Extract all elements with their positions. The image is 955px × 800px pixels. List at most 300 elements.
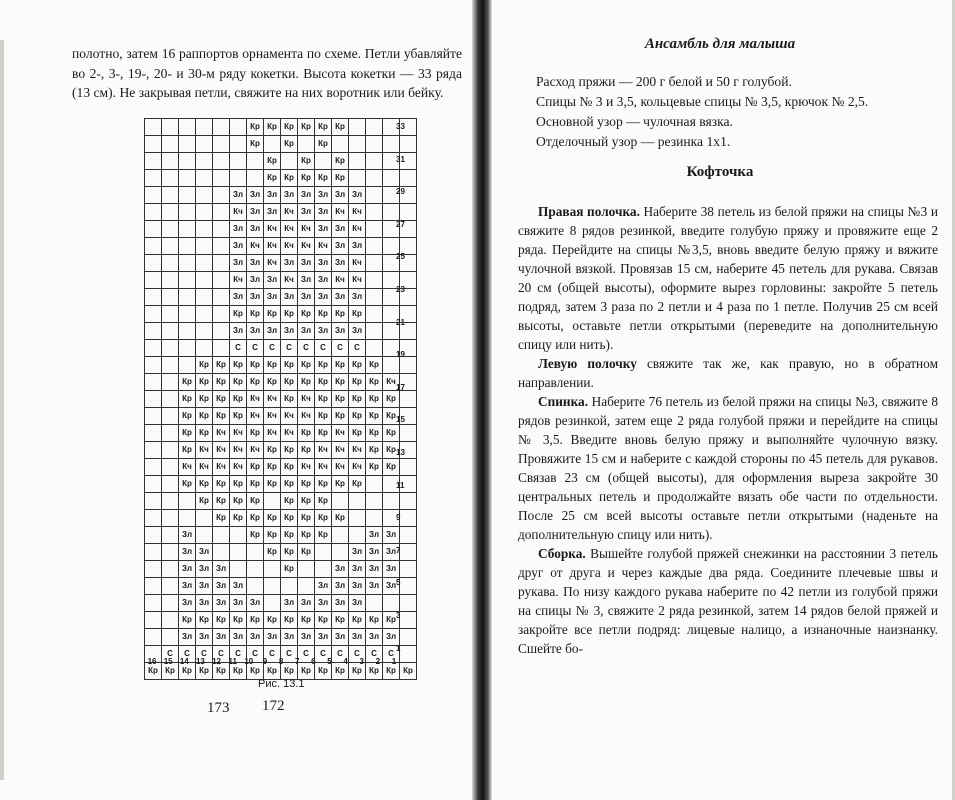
chart-cell [383, 204, 400, 221]
chart-cell: Кр [298, 544, 315, 561]
chart-row [145, 187, 417, 204]
column-number: 11 [228, 657, 237, 666]
row-number: 7 [396, 545, 401, 555]
chart-cell: Кр [332, 510, 349, 527]
chart-cell [247, 561, 264, 578]
chart-cell [145, 357, 162, 374]
chart-cell: Зл [298, 289, 315, 306]
chart-cell: Кр [281, 510, 298, 527]
column-number: 9 [262, 657, 268, 666]
chart-cell [400, 493, 417, 510]
chart-cell [298, 578, 315, 595]
chart-cell: Зл [230, 595, 247, 612]
chart-cell: Зл [247, 595, 264, 612]
row-number: 5 [396, 578, 401, 588]
chart-cell [145, 374, 162, 391]
chart-cell: Зл [315, 204, 332, 221]
column-number: 4 [343, 657, 348, 666]
chart-cell [366, 170, 383, 187]
chart-cell: Кр [230, 612, 247, 629]
chart-row [145, 238, 417, 255]
chart-cell: Кч [230, 425, 247, 442]
chart-cell [179, 119, 196, 136]
chart-row [145, 357, 417, 374]
column-number: 15 [163, 657, 173, 666]
chart-cell: Кч [349, 459, 366, 476]
chart-cell [366, 153, 383, 170]
chart-cell: Кч [247, 238, 264, 255]
chart-cell: Кр [349, 391, 366, 408]
chart-cell: Зл [315, 221, 332, 238]
row-number: 21 [396, 317, 405, 327]
chart-cell: Кр [349, 425, 366, 442]
chart-cell: Кр [383, 425, 400, 442]
chart-cell: Кр [264, 459, 281, 476]
row-number: 9 [396, 513, 401, 523]
chart-cell [213, 204, 230, 221]
chart-cell [213, 238, 230, 255]
chart-cell [145, 527, 162, 544]
chart-cell: Кч [196, 442, 213, 459]
materials-line: Отделочный узор — резинка 1х1. [536, 134, 731, 149]
chart-cell: Кч [213, 425, 230, 442]
chart-cell [162, 578, 179, 595]
chart-cell [162, 221, 179, 238]
chart-cell: Зл [366, 561, 383, 578]
chart-cell [366, 255, 383, 272]
chart-cell [196, 136, 213, 153]
chart-cell [213, 340, 230, 357]
chart-cell [145, 272, 162, 289]
chart-cell [179, 204, 196, 221]
chart-cell: Кр [179, 391, 196, 408]
chart-cell: Кр [213, 408, 230, 425]
chart-cell: Кр [366, 374, 383, 391]
chart-cell [332, 544, 349, 561]
chart-cell [196, 187, 213, 204]
chart-cell [213, 255, 230, 272]
chart-cell [196, 204, 213, 221]
chart-row [145, 170, 417, 187]
chart-cell [264, 561, 281, 578]
chart-cell: Кр [281, 306, 298, 323]
chart-cell: Зл [349, 595, 366, 612]
row-number: 25 [396, 252, 405, 262]
chart-cell [281, 578, 298, 595]
chart-cell [179, 306, 196, 323]
chart-cell [145, 459, 162, 476]
chart-cell: Зл [383, 527, 400, 544]
chart-cell: Зл [264, 272, 281, 289]
row-number: 31 [396, 154, 405, 164]
chart-cell: Зл [213, 578, 230, 595]
chart-cell: Кч [383, 374, 400, 391]
chart-cell: Кч [264, 425, 281, 442]
chart-cell [162, 561, 179, 578]
chart-cell: Зл [196, 561, 213, 578]
chart-cell: Кч [230, 204, 247, 221]
chart-cell: Зл [281, 595, 298, 612]
chart-cell [179, 187, 196, 204]
row-number: 27 [396, 219, 405, 229]
chart-cell [162, 510, 179, 527]
row-number: 15 [396, 415, 405, 425]
chart-cell [145, 289, 162, 306]
chart-cell: Кр [349, 357, 366, 374]
chart-cell [400, 561, 417, 578]
chart-cell: Зл [332, 187, 349, 204]
chart-cell: Зл [315, 272, 332, 289]
paragraph-lead: Правая полочка. [538, 204, 640, 219]
chart-cell [264, 595, 281, 612]
column-number: 8 [278, 657, 284, 666]
chart-cell: Зл [213, 629, 230, 646]
chart-cell: С [315, 340, 332, 357]
chart-cell [349, 136, 366, 153]
row-number: 3 [396, 611, 401, 620]
chart-cell [162, 238, 179, 255]
chart-cell: Зл [264, 289, 281, 306]
chart-cell: Зл [315, 255, 332, 272]
chart-cell: Кр [281, 136, 298, 153]
chart-cell [213, 289, 230, 306]
chart-cell: Зл [196, 595, 213, 612]
chart-cell: Кч [281, 238, 298, 255]
chart-cell: С [162, 646, 179, 663]
chart-cell: Зл [247, 221, 264, 238]
chart-cell: С [230, 646, 247, 663]
chart-cell [145, 255, 162, 272]
chart-cell: Кр [213, 357, 230, 374]
chart-cell: Зл [315, 323, 332, 340]
chart-row [145, 374, 417, 391]
chart-cell: Кр [315, 476, 332, 493]
chart-cell [162, 442, 179, 459]
chart-cell: Кр [264, 374, 281, 391]
chart-cell: С [247, 646, 264, 663]
chart-row [145, 510, 417, 527]
chart-row [145, 629, 417, 646]
row-number: 29 [396, 187, 405, 197]
chart-cell: Кр [315, 170, 332, 187]
chart-cell: Зл [315, 629, 332, 646]
chart-cell [162, 323, 179, 340]
chart-cell: Кр [264, 663, 281, 680]
chart-cell [247, 544, 264, 561]
chart-cell: Кр [366, 459, 383, 476]
chart-cell: Зл [230, 323, 247, 340]
chart-cell [383, 493, 400, 510]
chart-cell: Кр [281, 544, 298, 561]
chart-cell: С [247, 340, 264, 357]
chart-cell: Кр [298, 527, 315, 544]
chart-cell [145, 204, 162, 221]
chart-cell: С [281, 646, 298, 663]
chart-cell: Кр [315, 391, 332, 408]
chart-cell [162, 527, 179, 544]
chart-cell [162, 408, 179, 425]
materials-list [536, 72, 926, 152]
chart-cell [145, 306, 162, 323]
chart-cell: Кр [281, 527, 298, 544]
chart-cell: Кр [264, 119, 281, 136]
chart-cell: Зл [315, 595, 332, 612]
column-number: 5 [327, 657, 332, 666]
chart-cell [196, 323, 213, 340]
chart-cell: Зл [213, 561, 230, 578]
chart-cell [366, 306, 383, 323]
chart-cell: Кч [230, 459, 247, 476]
chart-cell [196, 153, 213, 170]
chart-cell: Зл [366, 578, 383, 595]
chart-cell [349, 153, 366, 170]
chart-cell: Кр [281, 476, 298, 493]
paragraph-text: Наберите 38 петель из белой пряжи на спицы №3 и свяжите 8 рядов резинкой, введите голубую пряжу и провяжите еще 2 ряда. Перейдите на спицы №3,5, вновь введите белую пряжу и вяжите чулочной вязкой. Провязав 15 см, наберите 45 петель для рукава. Связав 20 см (общей высоты), оформите вырез горловины: закройте 5 петель подряд, затем 3 раза по 2 петли и 4 раза по 1 петле. Получив 25 см всей высоты, оставьте петли открытыми (переведите на дополнительную спицу или нить). [518, 204, 938, 352]
chart-cell: Кч [213, 459, 230, 476]
chart-cell: Зл [213, 595, 230, 612]
chart-cell [349, 170, 366, 187]
chart-cell [400, 612, 417, 629]
chart-cell: Кч [349, 442, 366, 459]
chart-cell: Кч [332, 459, 349, 476]
chart-cell: Зл [315, 289, 332, 306]
chart-cell: Кр [298, 442, 315, 459]
chart-cell: Кр [281, 493, 298, 510]
chart-cell [196, 238, 213, 255]
chart-cell [264, 136, 281, 153]
row-number: 1 [396, 643, 401, 653]
chart-cell [332, 527, 349, 544]
page-number-left: 172 [262, 698, 285, 714]
chart-cell: Кр [179, 408, 196, 425]
chart-cell: С [332, 646, 349, 663]
column-number: 10 [244, 657, 254, 666]
chart-cell: Кр [332, 391, 349, 408]
chart-cell [179, 493, 196, 510]
chart-row [145, 323, 417, 340]
row-number: 23 [396, 285, 405, 294]
chart-cell [196, 340, 213, 357]
chart-cell: Кр [196, 357, 213, 374]
chart-cell [179, 221, 196, 238]
chart-cell [179, 340, 196, 357]
chart-cell [179, 272, 196, 289]
chart-cell [366, 595, 383, 612]
chart-cell [247, 578, 264, 595]
chart-cell: Кр [349, 612, 366, 629]
chart-cell: Зл [281, 323, 298, 340]
chart-cell: Кр [383, 459, 400, 476]
column-number: 12 [212, 657, 222, 666]
chart-cell: Кр [383, 408, 400, 425]
chart-cell [162, 272, 179, 289]
instruction-paragraph [518, 354, 938, 392]
chart-cell [145, 442, 162, 459]
chart-cell: Кч [247, 408, 264, 425]
chart-cell [145, 561, 162, 578]
chart-cell: Зл [298, 204, 315, 221]
chart-cell: Кр [383, 391, 400, 408]
chart-cell [383, 170, 400, 187]
chart-cell: Кр [213, 391, 230, 408]
chart-cell: Кр [247, 510, 264, 527]
chart-cell: Кр [298, 153, 315, 170]
chart-cell: Зл [349, 629, 366, 646]
chart-cell [145, 544, 162, 561]
chart-cell: Зл [230, 255, 247, 272]
chart-cell: Кр [298, 170, 315, 187]
chart-cell [366, 136, 383, 153]
chart-cell [179, 510, 196, 527]
chart-cell: Кр [332, 612, 349, 629]
chart-cell [162, 595, 179, 612]
chart-cell [196, 306, 213, 323]
chart-cell: Зл [349, 238, 366, 255]
chart-cell [315, 544, 332, 561]
chart-cell [162, 187, 179, 204]
chart-cell [196, 289, 213, 306]
chart-cell: С [264, 646, 281, 663]
chart-cell [196, 272, 213, 289]
chart-cell: Кр [196, 663, 213, 680]
chart-cell: Кр [281, 459, 298, 476]
chart-cell: Зл [332, 221, 349, 238]
chart-cell: Кр [298, 612, 315, 629]
paragraph-lead: Левую полочку [538, 356, 637, 371]
chart-cell [281, 153, 298, 170]
chart-cell: Кр [281, 561, 298, 578]
chart-cell: Зл [366, 527, 383, 544]
chart-cell: Кр [196, 374, 213, 391]
chart-cell: Кр [298, 306, 315, 323]
chart-cell [162, 357, 179, 374]
chart-cell [179, 323, 196, 340]
chart-cell: Кр [349, 476, 366, 493]
chart-cell [162, 544, 179, 561]
chart-cell: Зл [247, 629, 264, 646]
chart-cell: Кр [230, 493, 247, 510]
chart-cell [230, 153, 247, 170]
chart-cell: Зл [230, 238, 247, 255]
chart-cell [400, 459, 417, 476]
chart-cell [145, 187, 162, 204]
column-number: 14 [179, 657, 189, 666]
chart-cell [349, 510, 366, 527]
chart-row [145, 459, 417, 476]
chart-cell [162, 306, 179, 323]
chart-cell [162, 374, 179, 391]
chart-cell [383, 595, 400, 612]
chart-cell: Кр [332, 306, 349, 323]
chart-cell: Кр [315, 663, 332, 680]
chart-cell: Зл [298, 255, 315, 272]
instruction-paragraph [518, 202, 938, 354]
chart-cell [264, 578, 281, 595]
chart-cell: Зл [179, 527, 196, 544]
chart-cell: Кч [264, 221, 281, 238]
chart-cell: Зл [247, 323, 264, 340]
chart-cell: Кр [281, 612, 298, 629]
chart-cell [366, 238, 383, 255]
chart-row [145, 391, 417, 408]
chart-cell: Кр [366, 357, 383, 374]
chart-cell [162, 493, 179, 510]
chart-cell: Зл [332, 629, 349, 646]
chart-cell: Кч [332, 272, 349, 289]
chart-cell: Кч [196, 459, 213, 476]
chart-cell: Кр [298, 510, 315, 527]
chart-cell: Зл [179, 595, 196, 612]
chart-cell: Кч [349, 272, 366, 289]
chart-cell: Зл [281, 289, 298, 306]
chart-cell [230, 119, 247, 136]
chart-cell: Кр [230, 357, 247, 374]
chart-cell [162, 136, 179, 153]
chart-cell: Кр [366, 663, 383, 680]
chart-cell: Кч [349, 204, 366, 221]
chart-cell: Кч [298, 238, 315, 255]
chart-cell: Зл [230, 289, 247, 306]
chart-cell: Кр [264, 357, 281, 374]
chart-cell: Кр [179, 374, 196, 391]
chart-cell [366, 510, 383, 527]
chart-cell: Кр [230, 306, 247, 323]
chart-cell [145, 510, 162, 527]
chart-cell: Кч [247, 391, 264, 408]
chart-cell: Зл [349, 323, 366, 340]
chart-cell [298, 136, 315, 153]
chart-cell [213, 527, 230, 544]
instruction-paragraph [518, 544, 938, 658]
chart-cell [145, 612, 162, 629]
chart-cell: Зл [264, 204, 281, 221]
chart-row [145, 527, 417, 544]
chart-cell: Зл [264, 187, 281, 204]
chart-cell: Кч [332, 425, 349, 442]
chart-cell [179, 170, 196, 187]
chart-row [145, 221, 417, 238]
chart-cell: Кр [298, 663, 315, 680]
chart-cell [400, 425, 417, 442]
chart-cell: Кр [349, 306, 366, 323]
chart-cell: Кр [366, 425, 383, 442]
chart-cell [162, 629, 179, 646]
chart-cell: Зл [349, 578, 366, 595]
chart-cell [264, 493, 281, 510]
chart-cell [230, 561, 247, 578]
chart-cell [349, 527, 366, 544]
chart-cell: Зл [230, 221, 247, 238]
chart-cell: Кр [298, 119, 315, 136]
chart-cell [196, 221, 213, 238]
chart-cell [247, 153, 264, 170]
chart-cell: Кр [230, 476, 247, 493]
chart-row [145, 425, 417, 442]
paragraph-lead: Сборка. [538, 546, 586, 561]
column-number: 1 [391, 657, 397, 666]
chart-cell: Кр [315, 612, 332, 629]
chart-cell: Зл [247, 289, 264, 306]
chart-cell [366, 204, 383, 221]
chart-cell [213, 187, 230, 204]
chart-cell: Зл [179, 578, 196, 595]
chart-cell [145, 493, 162, 510]
chart-cell: Кр [213, 493, 230, 510]
chart-cell: Зл [383, 629, 400, 646]
chart-cell: Зл [332, 289, 349, 306]
chart-cell [179, 238, 196, 255]
chart-cell [145, 136, 162, 153]
